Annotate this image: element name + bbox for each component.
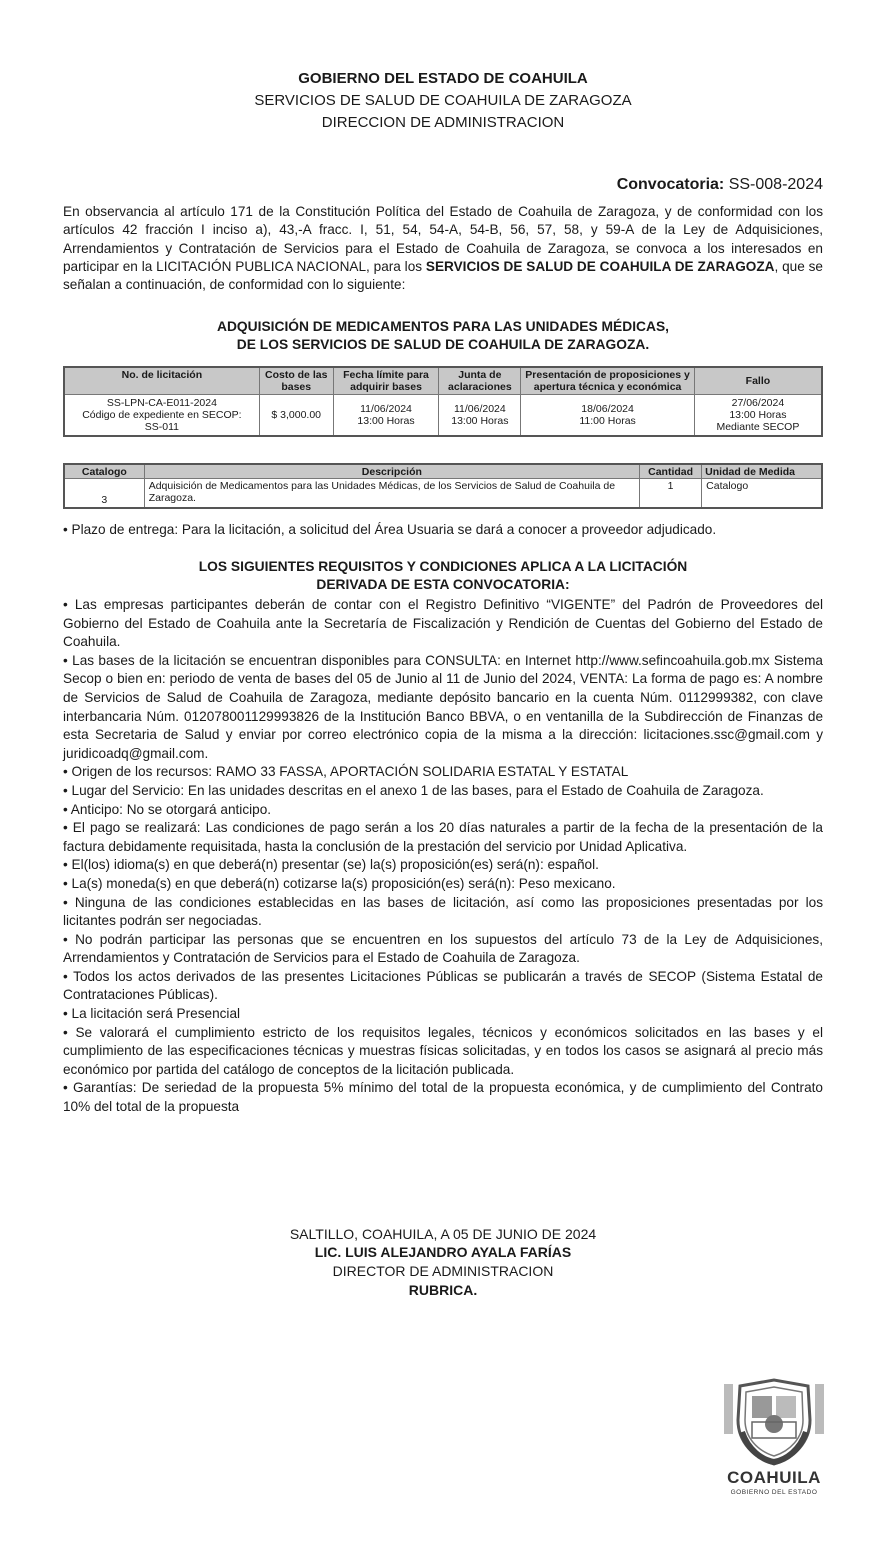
list-item: • Garantías: De seriedad de la propuesta 5% mínimo del total de la propuesta económica, y de cumplimiento del Contrato 10% del total de la propuesta (63, 1080, 823, 1115)
col-header: Unidad de Medida (702, 464, 822, 479)
signature-name: LIC. LUIS ALEJANDRO AYALA FARÍAS (314, 1244, 572, 1260)
cell-catalogo: 3 (64, 479, 144, 509)
coahuila-logo (718, 1376, 830, 1496)
convocatoria-heading (63, 176, 823, 194)
department-title: DIRECCION DE ADMINISTRACION (321, 114, 565, 131)
list-item: • El(los) idioma(s) en que deberá(n) presentar (se) la(s) proposición(es) será(n): español. (63, 857, 599, 873)
list-item: • Ninguna de las condiciones establecidas en las bases de licitación, así como las proposiciones presentadas por los licitantes podrán ser negociadas. (63, 894, 823, 929)
requisitos-title-line-2: DERIVADA DE ESTA CONVOCATORIA: (316, 577, 570, 592)
presentacion-date: 18/06/2024 (581, 403, 634, 415)
list-item: • La licitación será Presencial (63, 1006, 241, 1022)
table-row (64, 395, 822, 437)
fecha-date: 11/06/2024 (360, 403, 412, 415)
cell-fecha (333, 395, 439, 437)
junta-time: 13:00 Horas (451, 415, 509, 427)
subject-title (63, 318, 823, 354)
cell-presentacion (521, 395, 695, 437)
cell-fallo (694, 395, 822, 437)
fallo-date: 27/06/2024 (731, 397, 785, 409)
fallo-time: 13:00 Horas (729, 409, 787, 421)
fecha-time: 13:00 Horas (357, 415, 415, 427)
licitacion-number: SS-LPN-CA-E011-2024 (106, 397, 217, 409)
col-header: Fecha límite para adquirir bases (333, 367, 439, 395)
list-item: • Anticipo: No se otorgará anticipo. (63, 801, 272, 817)
requisitos-list (63, 596, 823, 1117)
col-header: Presentación de proposiciones y apertura técnica y económica (521, 367, 695, 395)
intro-text: En observancia al artículo 171 de la Constitución Política del Estado de Coahuila de Zaragoza, y de conformidad con los artículos 42 fracción I inciso a), 43,-A fracc. I, 51, 54, 54-A, 54-B, 56, 57, 58, y 59-A de la Ley de Adquisiciones, Arrendamientos y Contratación de Servicios para el Estado de Coahuila de Zaragoza, se convoca a los interesados en participar en la LICITACIÓN PUBLICA NACIONAL, para los (63, 204, 823, 274)
list-item: • El pago se realizará: Las condiciones de pago serán a los 20 días naturales a partir de la fecha de la presentación de la factura debidamente requisitada, hasta la conclusión de la prestación del servicio por Unidad Aplicativa. (63, 820, 823, 854)
cell-unidad: Catalogo (702, 479, 822, 509)
list-item: • Se valorará el cumplimiento estricto de los requisitos legales, técnicos y económicos solicitados en las bases y el cumplimiento de las especificaciones técnicas y muestras físicas solicitadas, y en todos los casos se asignará al precio más económico por partida del catálogo de conceptos de la licitación publicada. (63, 1024, 823, 1077)
convocatoria-label: Convocatoria: (616, 176, 725, 193)
list-item: • Lugar del Servicio: En las unidades descritas en el anexo 1 de las bases, para el Estado de Coahuila de Zaragoza. (63, 782, 764, 798)
intro-bold: SERVICIOS DE SALUD DE COAHUILA DE ZARAGOZA (425, 258, 775, 274)
table-row (64, 479, 822, 509)
list-item: • La(s) moneda(s) en que deberá(n) cotizarse la(s) proposición(es) será(n): Peso mexicano. (63, 875, 616, 891)
col-header: No. de licitación (64, 367, 259, 395)
junta-date: 11/06/2024 (453, 403, 506, 415)
cell-cantidad: 1 (640, 479, 702, 509)
col-header: Descripción (144, 464, 639, 479)
col-header: Cantidad (640, 464, 702, 479)
col-header: Costo de las bases (259, 367, 333, 395)
list-item: • No podrán participar las personas que se encuentren en los supuestos del artículo 73 de la Ley de Adquisiciones, Arrendamientos y Contratación de Servicios para el Estado de Coahuila de Zaragoza. (63, 931, 823, 966)
subject-line-2: DE LOS SERVICIOS DE SALUD DE COAHUILA DE ZARAGOZA. (236, 337, 650, 352)
list-item: • Las bases de la licitación se encuentran disponibles para CONSULTA: en Internet http://www.sefincoahuila.gob.mx Sistema Secop o bien en: periodo de venta de bases del 05 de Junio al 11 de Junio del 2024, VENTA: La forma de pago es: A nombre de Servicios de Salud de Coahuila de Zaragoza, mediante depósito bancario en la cuenta Núm. 0112999382, con clave interbancaria Núm. 012078001129993826 de la Institución Banco BBVA, o en ventanilla de la Subdirección de Finanzas de esta Secretaria de Salud y enviar por correo electrónico copia de la misma a la dirección: licitaciones.ssc@gmail.com y juridicoadq@gmail.com. (63, 652, 823, 761)
fallo-medio: Mediante SECOP (716, 421, 800, 433)
requisitos-title (63, 558, 823, 594)
expediente-label: Código de expediente en SECOP: (82, 409, 242, 421)
agency-title: SERVICIOS DE SALUD DE COAHUILA DE ZARAGOZA (254, 92, 632, 109)
licitacion-table (63, 366, 823, 437)
table-header-row (64, 464, 822, 479)
coat-of-arms-icon (718, 1376, 830, 1468)
col-header: Fallo (694, 367, 822, 395)
cell-costo: $ 3,000.00 (259, 395, 333, 437)
cell-descripcion: Adquisición de Medicamentos para las Unidades Médicas, de los Servicios de Salud de Coahuila de Zaragoza. (144, 479, 639, 509)
intro-paragraph (63, 203, 823, 294)
intro-tail: , que se señalan a continuación, de conformidad con lo siguiente: (63, 258, 823, 293)
list-item: • Todos los actos derivados de las presentes Licitaciones Públicas se publicarán a través de SECOP (Sistema Estatal de Contrataciones Públicas). (63, 968, 823, 1003)
government-title: GOBIERNO DEL ESTADO DE COAHUILA (298, 70, 588, 87)
logo-subtitle: GOBIERNO DEL ESTADO (730, 1489, 818, 1496)
convocatoria-number: SS-008-2024 (724, 176, 823, 193)
catalogo-table (63, 463, 823, 509)
cell-junta (439, 395, 521, 437)
cell-licitacion (64, 395, 259, 437)
signature-place-date: SALTILLO, COAHUILA, A 05 DE JUNIO DE 2024 (289, 1226, 597, 1242)
list-item: • Origen de los recursos: RAMO 33 FASSA, APORTACIÓN SOLIDARIA ESTATAL Y ESTATAL (63, 764, 629, 780)
signature-title: DIRECTOR DE ADMINISTRACION (332, 1263, 554, 1279)
table-header-row (64, 367, 822, 395)
subject-line-1: ADQUISICIÓN DE MEDICAMENTOS PARA LAS UNIDADES MÉDICAS, (216, 319, 669, 334)
presentacion-time: 11:00 Horas (579, 415, 636, 427)
requisitos-title-line-1: LOS SIGUIENTES REQUISITOS Y CONDICIONES APLICA A LA LICITACIÓN (198, 559, 688, 574)
list-item: • Las empresas participantes deberán de contar con el Registro Definitivo “VIGENTE” del Padrón de Proveedores del Gobierno del Estado de Coahuila ante la Secretaría de Fiscalización y Rendición de Cuentas del Gobierno del Estado de Coahuila. (63, 597, 823, 650)
expediente-code: SS-011 (144, 421, 180, 433)
plazo-entrega: • Plazo de entrega: Para la licitación, a solicitud del Área Usuaria se dará a conocer a proveedor adjudicado. (63, 522, 717, 537)
logo-wordmark: COAHUILA (727, 1468, 821, 1487)
col-header: Catalogo (64, 464, 144, 479)
col-header: Junta de aclaraciones (439, 367, 521, 395)
signature-rubrica: RUBRICA. (408, 1282, 478, 1298)
